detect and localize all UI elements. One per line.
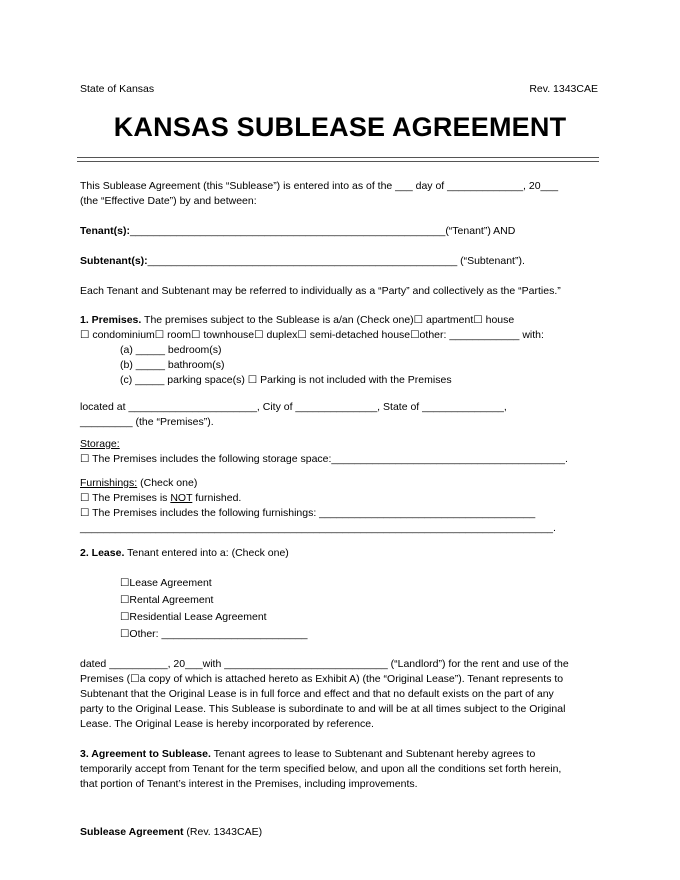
lease-heading: 2. Lease. <box>80 547 125 559</box>
lease-option-rental: ☐Rental Agreement <box>120 594 214 606</box>
intro-paragraph <box>80 179 600 209</box>
lease-para-line-4: party to the Original Lease. This Sublease is subordinate to and will be at all times subject to the Original <box>80 703 566 715</box>
storage-section <box>80 437 600 467</box>
furnishings-heading-line <box>80 476 600 491</box>
lease-options <box>80 575 600 643</box>
agreement-line-1 <box>80 747 600 762</box>
subtenant-label: Subtenant(s): <box>80 255 148 267</box>
storage-heading: Storage: <box>80 438 120 450</box>
furnishings-not-pre: ☐ The Premises is <box>80 492 171 504</box>
title-rule-bottom <box>77 161 599 162</box>
agreement-section <box>80 747 600 792</box>
furnishings-not-word: NOT <box>170 492 193 504</box>
premises-bedrooms: (a) _____ bedroom(s) <box>120 344 222 356</box>
subtenant-line <box>80 254 600 269</box>
tenant-blank: ______________________________________________________ <box>129 225 446 237</box>
location-paragraph <box>80 400 600 430</box>
subtenant-suffix: (“Subtenant”). <box>457 255 525 267</box>
lease-intro: Tenant entered into a: (Check one) <box>124 547 289 559</box>
furnishings-not-furnished <box>80 491 600 506</box>
lease-option-residential: ☐Residential Lease Agreement <box>120 611 267 623</box>
footer-title: Sublease Agreement <box>80 826 184 838</box>
lease-para-line-3: Subtenant that the Original Lease is in full force and effect and that no default exists on the part of any <box>80 688 554 700</box>
tenant-line <box>80 224 600 239</box>
premises-text-1: The premises subject to the Sublease is a/an (Check one)☐ apartment☐ house <box>141 314 515 326</box>
lease-option-lease: ☐Lease Agreement <box>120 577 212 589</box>
agreement-text-1: Tenant agrees to lease to Subtenant and Subtenant hereby agrees to <box>210 748 536 760</box>
furnishings-includes: ☐ The Premises includes the following furnishings: _____________________________________ <box>80 507 536 519</box>
title-rule-top <box>77 157 599 158</box>
intro-line-1: This Sublease Agreement (this “Sublease”) is entered into as of the ___ day of _____________, 20___ <box>80 180 559 192</box>
premises-line-2: ☐ condominium☐ room☐ townhouse☐ duplex☐ semi-detached house☐other: ____________ with: <box>80 329 544 341</box>
premises-heading: 1. Premises. <box>80 314 142 326</box>
furnishings-blank-line: _________________________________________________________________________________. <box>80 522 556 534</box>
furnishings-section <box>80 476 600 536</box>
furnishings-not-post: furnished. <box>192 492 242 504</box>
agreement-line-2: temporarily accept from Tenant for the term specified below, and upon all the conditions set forth herein, <box>80 763 562 775</box>
intro-line-2: (the “Effective Date”) by and between: <box>80 195 257 207</box>
location-line-2: _________ (the “Premises”). <box>80 416 214 428</box>
premises-bathrooms: (b) _____ bathroom(s) <box>120 359 225 371</box>
agreement-heading: 3. Agreement to Sublease. <box>80 748 211 760</box>
parties-paragraph: Each Tenant and Subtenant may be referred to individually as a “Party” and collectively as the “Parties.” <box>80 285 561 297</box>
document-title: KANSAS SUBLEASE AGREEMENT <box>113 112 567 142</box>
lease-para-line-1: dated __________, 20___with ____________________________ (“Landlord”) for the rent and use of the <box>80 658 569 670</box>
subtenant-blank: _____________________________________________________ <box>147 255 458 267</box>
premises-parking: (c) _____ parking space(s) ☐ Parking is not included with the Premises <box>120 374 452 386</box>
agreement-line-3: that portion of Tenant’s interest in the Premises, including improvements. <box>80 778 418 790</box>
footer-rev: (Rev. 1343CAE) <box>183 826 263 838</box>
lease-paragraph <box>80 657 600 732</box>
premises-section <box>80 313 600 388</box>
lease-option-other: ☐Other: _________________________ <box>120 628 308 640</box>
furnishings-heading-suffix: (Check one) <box>137 477 198 489</box>
tenant-suffix: (“Tenant”) AND <box>445 225 516 237</box>
lease-para-line-5: Lease. The Original Lease is hereby incorporated by reference. <box>80 718 374 730</box>
page-footer <box>80 826 262 838</box>
furnishings-heading: Furnishings: <box>80 477 138 489</box>
storage-line: ☐ The Premises includes the following storage space:________________________________________. <box>80 453 568 465</box>
revision-label: Rev. 1343CAE <box>529 83 598 95</box>
state-label: State of Kansas <box>80 83 155 95</box>
lease-para-line-2: Premises (☐a copy of which is attached hereto as Exhibit A) (the “Original Lease”). Tenant represents to <box>80 673 564 685</box>
premises-line-1 <box>80 313 600 328</box>
lease-heading-line <box>80 546 600 561</box>
tenant-label: Tenant(s): <box>80 225 130 237</box>
location-line-1: located at ______________________, City of ______________, State of ______________, <box>80 401 507 413</box>
